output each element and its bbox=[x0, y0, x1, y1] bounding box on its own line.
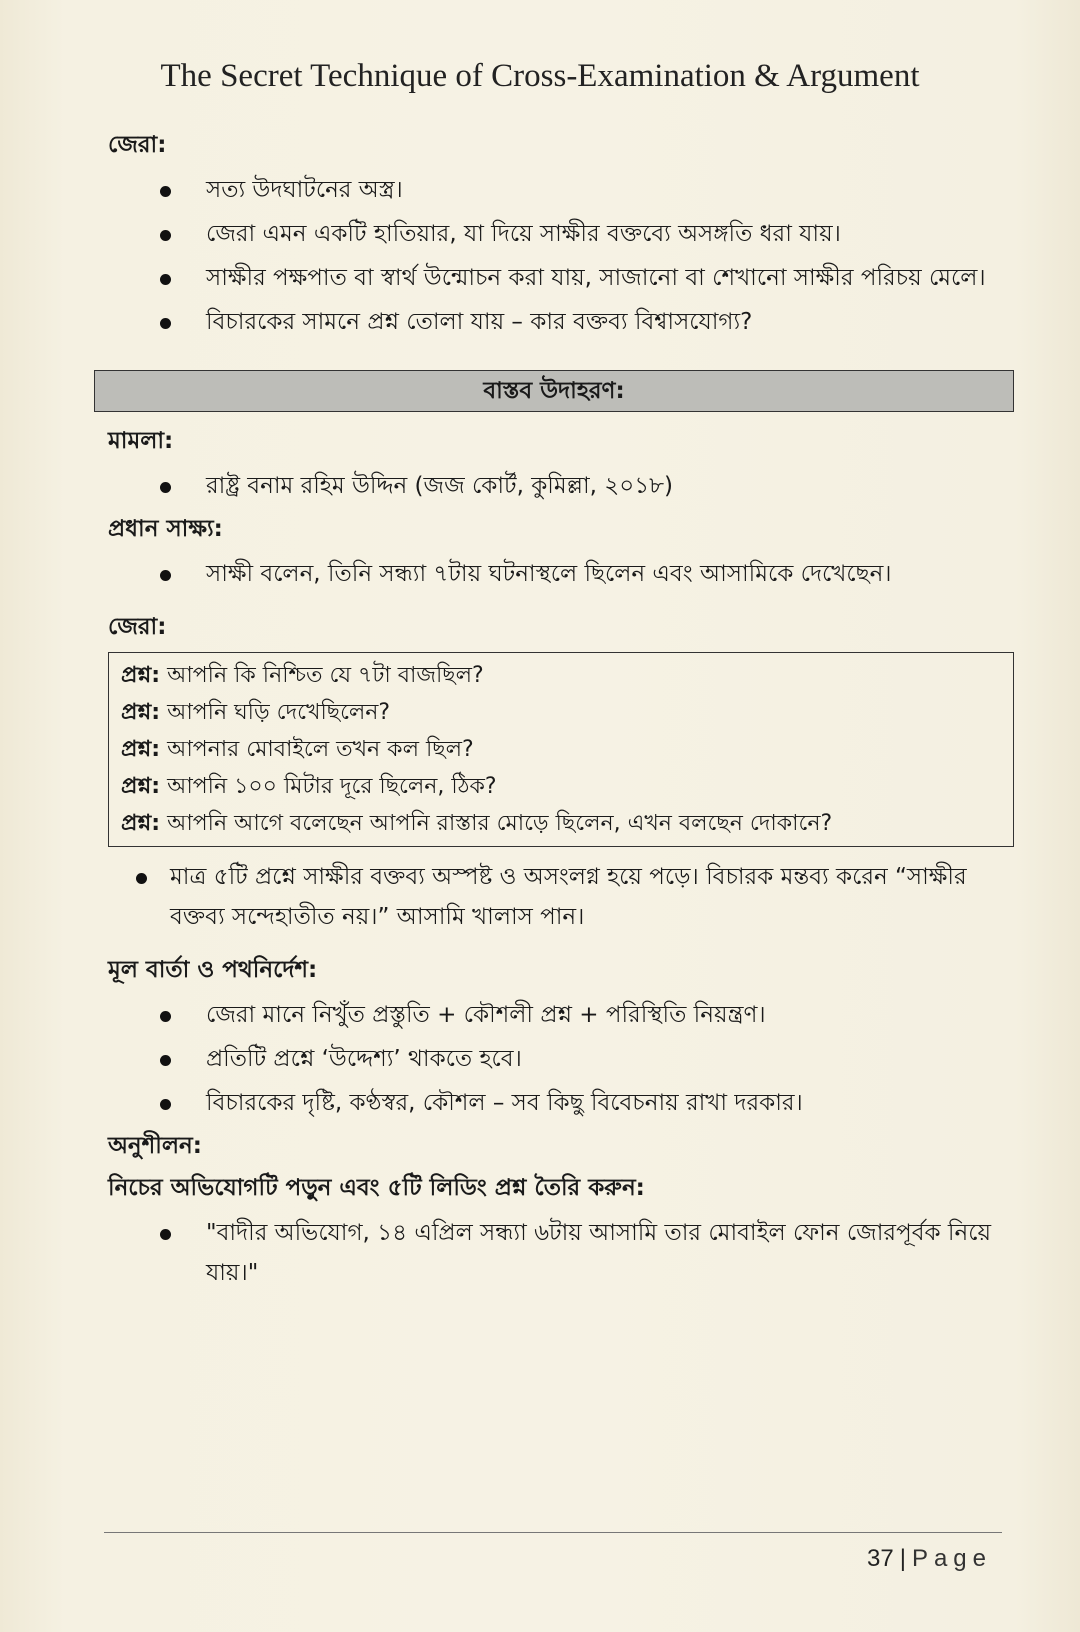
evidence-list bbox=[108, 554, 1014, 594]
case-label: মামলা: bbox=[108, 428, 174, 454]
question-line: প্রশ্ন: আপনার মোবাইলে তখন কল ছিল? bbox=[121, 737, 474, 762]
footer-divider bbox=[104, 1532, 1002, 1533]
list-item: বিচারকের সামনে প্রশ্ন তোলা যায় – কার বক্তব্য বিশ্বাসযোগ্য? bbox=[108, 302, 1014, 342]
list-item: রাষ্ট্র বনাম রহিম উদ্দিন (জজ কোর্ট, কুমিল্লা, ২০১৮) bbox=[108, 466, 1014, 506]
bullet-icon bbox=[160, 230, 171, 241]
list-item: জেরা মানে নিখুঁত প্রস্তুতি + কৌশলী প্রশ্ন + পরিস্থিতি নিয়ন্ত্রণ। bbox=[108, 995, 1014, 1035]
key-message-label: মূল বার্তা ও পথনির্দেশ: bbox=[108, 957, 318, 983]
question-line: প্রশ্ন: আপনি ঘড়ি দেখেছিলেন? bbox=[121, 700, 391, 725]
bullet-icon bbox=[160, 1229, 171, 1240]
bullet-icon bbox=[160, 482, 171, 493]
book-title: The Secret Technique of Cross-Examination & Argument bbox=[160, 58, 920, 94]
case-list bbox=[108, 466, 1014, 506]
list-item: জেরা এমন একটি হাতিয়ার, যা দিয়ে সাক্ষীর বক্তব্যে অসঙ্গতি ধরা যায়। bbox=[108, 214, 1014, 254]
exercise-list bbox=[108, 1213, 1014, 1293]
evidence-label: প্রধান সাক্ষ্য: bbox=[108, 516, 223, 542]
page-content bbox=[108, 128, 1014, 1299]
bullet-icon bbox=[160, 186, 171, 197]
cross-label: জেরা: bbox=[108, 614, 167, 640]
list-item: মাত্র ৫টি প্রশ্নে সাক্ষীর বক্তব্য অস্পষ্ট ও অসংলগ্ন হয়ে পড়ে। বিচারক মন্তব্য করেন “সাক্ষীর বক্তব্য সন্দেহাতীত নয়।” আসামি খালাস পান। bbox=[108, 857, 1014, 937]
list-item: সাক্ষী বলেন, তিনি সন্ধ্যা ৭টায় ঘটনাস্থলে ছিলেন এবং আসামিকে দেখেছেন। bbox=[108, 554, 1014, 594]
question-box bbox=[108, 652, 1014, 847]
question-line: প্রশ্ন: আপনি কি নিশ্চিত যে ৭টা বাজছিল? bbox=[121, 663, 484, 688]
bullet-icon bbox=[160, 1011, 171, 1022]
bullet-icon bbox=[160, 570, 171, 581]
bullet-icon bbox=[160, 274, 171, 285]
result-list bbox=[108, 857, 1014, 937]
bullet-icon bbox=[160, 1099, 171, 1110]
question-line: প্রশ্ন: আপনি ১০০ মিটার দূরে ছিলেন, ঠিক? bbox=[121, 774, 497, 799]
section-label-cross-exam: জেরা: bbox=[108, 132, 167, 158]
page-number: 37 | Page bbox=[867, 1545, 992, 1572]
list-item: বিচারকের দৃষ্টি, কণ্ঠস্বর, কৌশল – সব কিছু বিবেচনায় রাখা দরকার। bbox=[108, 1083, 1014, 1123]
question-line: প্রশ্ন: আপনি আগে বলেছেন আপনি রাস্তার মোড়ে ছিলেন, এখন বলছেন দোকানে? bbox=[121, 811, 833, 836]
exercise-label: অনুশীলন: bbox=[108, 1133, 202, 1159]
bullet-icon bbox=[160, 318, 171, 329]
bullet-icon bbox=[160, 1055, 171, 1066]
example-banner: বাস্তব উদাহরণ: bbox=[94, 370, 1014, 412]
cross-exam-purpose-list bbox=[108, 170, 1014, 342]
bullet-icon bbox=[136, 873, 147, 884]
key-message-list bbox=[108, 995, 1014, 1123]
list-item: সাক্ষীর পক্ষপাত বা স্বার্থ উন্মোচন করা যায়, সাজানো বা শেখানো সাক্ষীর পরিচয় মেলে। bbox=[108, 258, 1014, 298]
list-item: "বাদীর অভিযোগ, ১৪ এপ্রিল সন্ধ্যা ৬টায় আসামি তার মোবাইল ফোন জোরপূর্বক নিয়ে যায়।" bbox=[108, 1213, 1014, 1293]
list-item: প্রতিটি প্রশ্নে ‘উদ্দেশ্য’ থাকতে হবে। bbox=[108, 1039, 1014, 1079]
exercise-instruction: নিচের অভিযোগটি পড়ুন এবং ৫টি লিডিং প্রশ্ন তৈরি করুন: bbox=[108, 1175, 645, 1201]
list-item: সত্য উদঘাটনের অস্ত্র। bbox=[108, 170, 1014, 210]
